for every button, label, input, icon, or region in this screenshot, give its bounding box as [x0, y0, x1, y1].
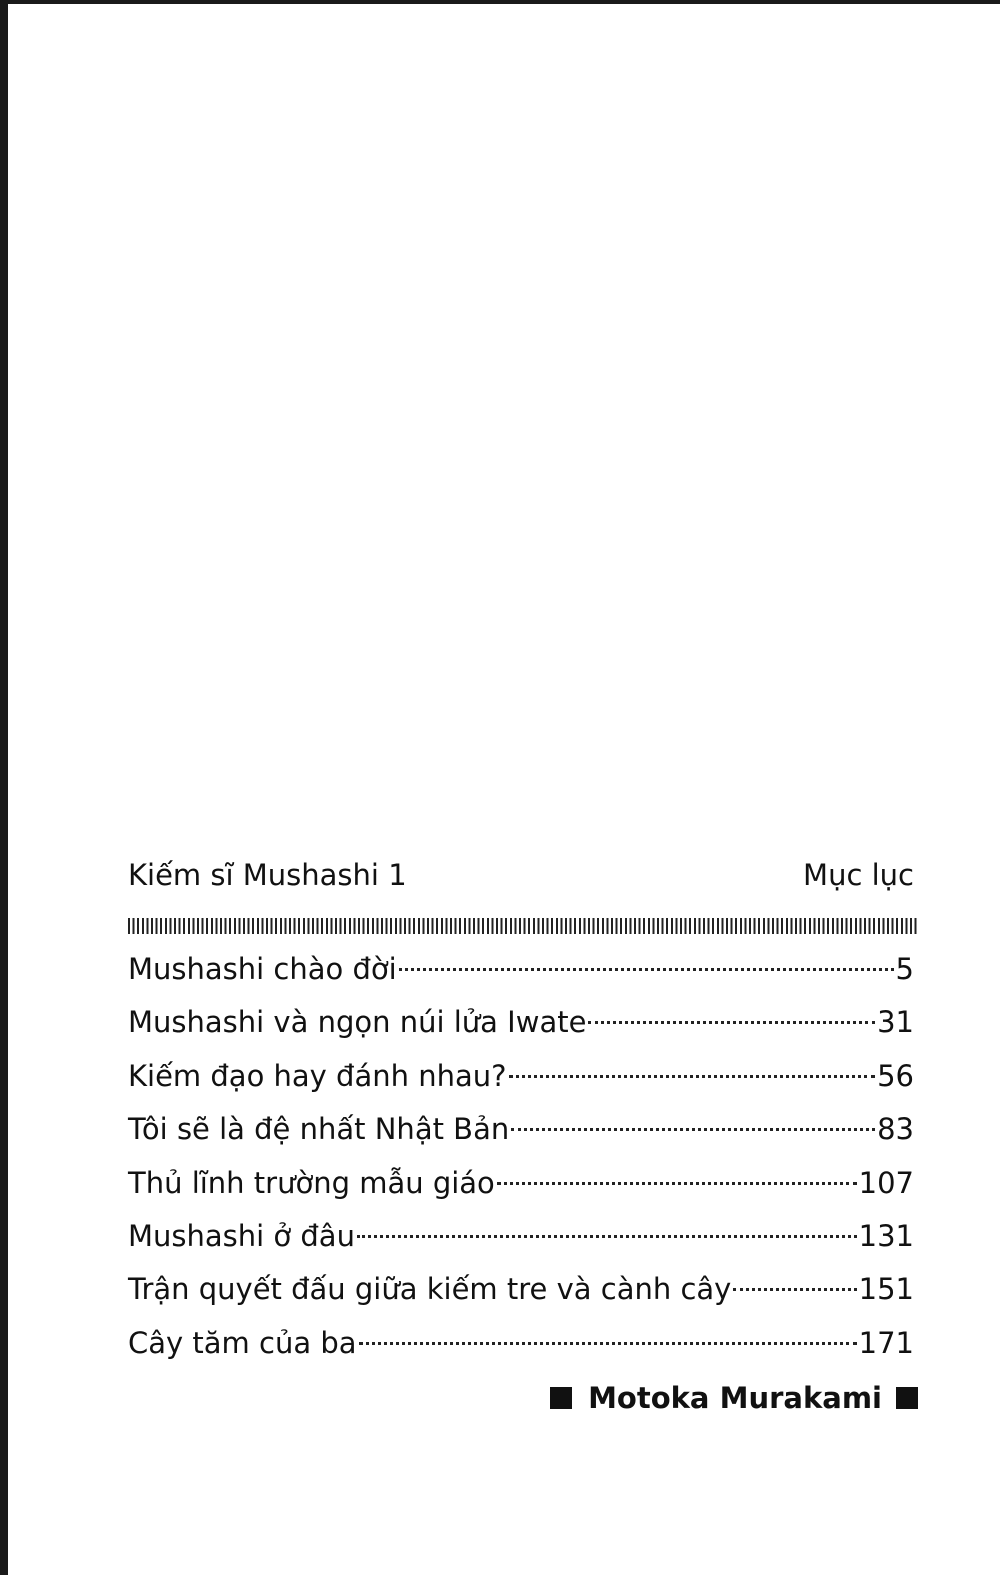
- toc-entry-title: Kiếm đạo hay đánh nhau?: [128, 1058, 507, 1093]
- toc-entry: [128, 1005, 914, 1058]
- dot-leader: [399, 968, 894, 971]
- toc-entry: [128, 1112, 914, 1165]
- toc-entry: [128, 1219, 914, 1272]
- black-square-icon: [550, 1387, 572, 1409]
- toc-entry: [128, 1166, 914, 1219]
- toc-header: [128, 858, 914, 902]
- dot-leader: [733, 1288, 856, 1291]
- dot-leader: [588, 1021, 875, 1024]
- toc-entry-title: Mushashi và ngọn núi lửa Iwate: [128, 1005, 587, 1040]
- toc-entry: [128, 1272, 914, 1325]
- toc-entry-page: 151: [858, 1272, 914, 1307]
- toc-entry-title: Mushashi chào đời: [128, 952, 397, 986]
- decorative-tick-rule: [128, 918, 918, 934]
- dot-leader: [357, 1235, 857, 1238]
- toc-entry-page: 107: [858, 1165, 914, 1200]
- toc-entry-page: 171: [858, 1325, 914, 1360]
- toc-entry: [128, 1326, 914, 1379]
- toc-entry-title: Thủ lĩnh trường mẫu giáo: [128, 1165, 495, 1200]
- toc-list: [128, 952, 914, 1379]
- toc-entry: [128, 952, 914, 1005]
- section-title: Mục lục: [803, 858, 914, 892]
- dot-leader: [509, 1075, 876, 1078]
- black-square-icon: [896, 1387, 918, 1409]
- toc-entry-page: 83: [877, 1112, 914, 1147]
- author-credit: [128, 1378, 918, 1418]
- toc-entry-title: Mushashi ở đâu: [128, 1218, 355, 1253]
- dot-leader: [511, 1128, 875, 1131]
- toc-entry-page: 56: [877, 1058, 914, 1093]
- toc-entry-page: 31: [877, 1005, 914, 1040]
- toc-entry-title: Cây tăm của ba: [128, 1325, 357, 1360]
- author-name: Motoka Murakami: [588, 1381, 882, 1415]
- book-title: Kiếm sĩ Mushashi 1: [128, 858, 407, 892]
- toc-entry-page: 5: [895, 952, 914, 986]
- dot-leader: [359, 1342, 857, 1345]
- toc-entry-title: Tôi sẽ là đệ nhất Nhật Bản: [128, 1112, 510, 1147]
- toc-entry-title: Trận quyết đấu giữa kiếm tre và cành cây: [128, 1272, 732, 1307]
- toc-entry: [128, 1059, 914, 1112]
- toc-entry-page: 131: [858, 1218, 914, 1253]
- dot-leader: [497, 1182, 857, 1185]
